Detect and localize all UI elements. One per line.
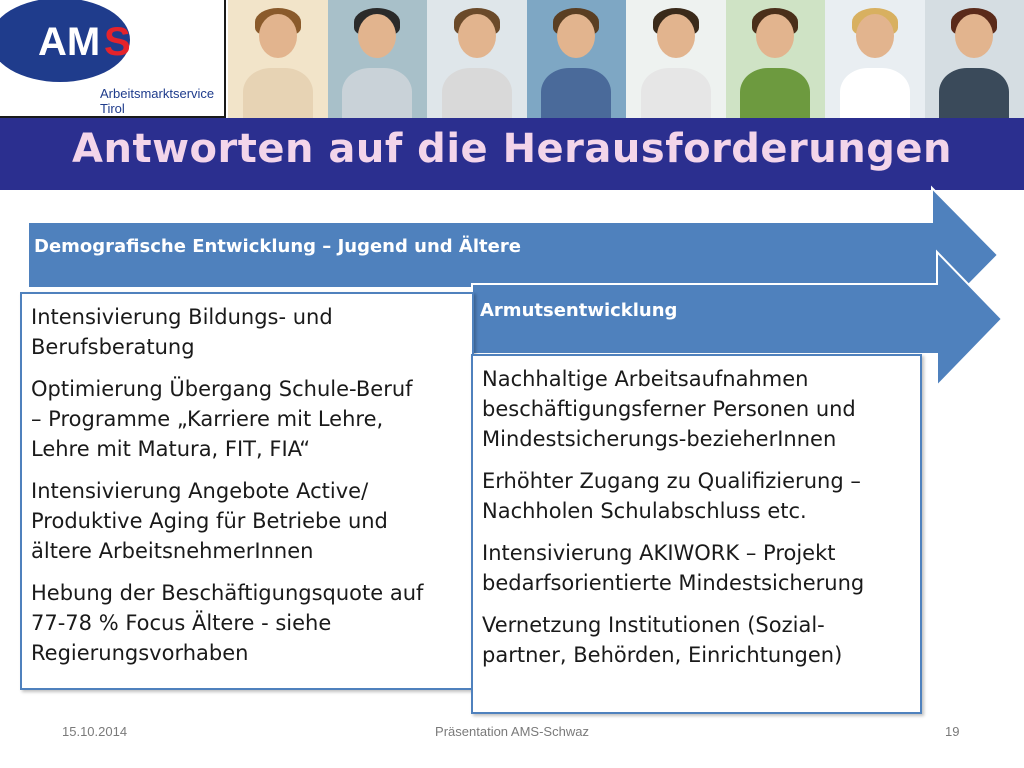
logo-subtitle-line2: Tirol: [100, 101, 125, 116]
list-item: Intensivierung Bildungs- und Berufsberatung: [31, 305, 333, 359]
logo-text-s: S: [104, 20, 131, 64]
list-item: Intensivierung Angebote Active/ Produktive Aging für Betriebe und ältere ArbeitsnehmerInnen: [31, 479, 388, 563]
list-item: Intensivierung AKIWORK – Projekt bedarfsorientierte Mindestsicherung: [482, 541, 865, 595]
footer-date: 15.10.2014: [62, 724, 128, 739]
footer-title: Präsentation AMS-Schwaz: [435, 724, 589, 739]
armut-measures-box: [471, 354, 922, 714]
list-item: Erhöhter Zugang zu Qualifizierung – Nachholen Schulabschluss etc.: [482, 469, 861, 523]
arrow-demografie-label: Demografische Entwicklung – Jugend und Ältere: [34, 236, 521, 257]
demografie-measures-box: [20, 292, 474, 690]
list-item: Nachhaltige Arbeitsaufnahmen beschäftigungsferner Personen und Mindestsicherungs-bezieherInnen: [482, 367, 856, 451]
list-item: Optimierung Übergang Schule-Beruf – Programme „Karriere mit Lehre, Lehre mit Matura, FIT, FIA“: [31, 377, 413, 461]
page-number: 19: [945, 724, 960, 739]
list-item: Hebung der Beschäftigungsquote auf 77-78 % Focus Ältere - siehe Regierungsvorhaben: [31, 581, 424, 665]
slide-title: Antworten auf die Herausforderungen: [72, 126, 952, 172]
arrow-armut-label: Armutsentwicklung: [480, 300, 678, 321]
logo-text-am: AM: [38, 20, 101, 64]
logo-subtitle-line1: Arbeitsmarktservice: [100, 86, 215, 101]
list-item: Vernetzung Institutionen (Sozial- partner, Behörden, Einrichtungen): [482, 613, 843, 667]
